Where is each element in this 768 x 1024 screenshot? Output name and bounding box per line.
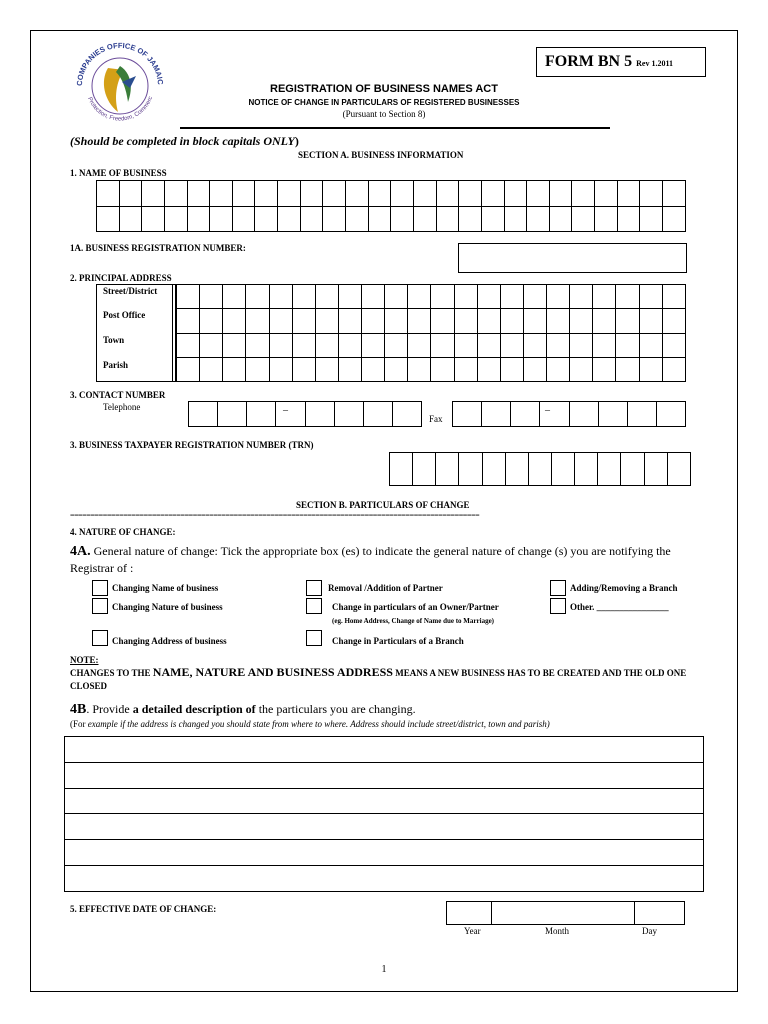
option-branch-particulars-label: Change in Particulars of a Branch [332, 636, 464, 646]
checkbox-change-nature[interactable] [92, 598, 108, 614]
effective-date-year-label: Year [464, 926, 481, 936]
instruction-emph: ONLY [263, 134, 295, 148]
option-removal-partner-label: Removal /Addition of Partner [328, 583, 443, 593]
principal-address-label: 2. PRINCIPAL ADDRESS [70, 273, 172, 283]
address-label-inner-line [172, 284, 173, 382]
section-a-heading: SECTION A. BUSINESS INFORMATION [298, 150, 464, 160]
question-4b-example [70, 719, 550, 729]
form-title: REGISTRATION OF BUSINESS NAMES ACT [270, 83, 498, 95]
trn-label: 3. BUSINESS TAXPAYER REGISTRATION NUMBER (TRN) [70, 440, 314, 450]
header-rule [180, 127, 610, 129]
option-change-nature-label: Changing Nature of business [112, 602, 223, 612]
checkbox-change-name[interactable] [92, 580, 108, 596]
form-subtitle: NOTICE OF CHANGE IN PARTICULARS OF REGISTERED BUSINESSES [248, 98, 520, 107]
registration-number-label: 1A. BUSINESS REGISTRATION NUMBER: [70, 243, 246, 253]
logo-motto-text: Protection, Freedom, Commerc [86, 95, 155, 123]
page-number: 1 [381, 964, 387, 975]
effective-date-day-label: Day [642, 926, 657, 936]
effective-date-year[interactable] [446, 901, 492, 925]
telephone-grid[interactable] [188, 401, 422, 427]
checkbox-other[interactable] [550, 598, 566, 614]
checkbox-branch-add[interactable] [550, 580, 566, 596]
question-4a-number: 4A. [70, 544, 91, 559]
trn-grid[interactable] [389, 452, 691, 486]
name-of-business-label: 1. NAME OF BUSINESS [70, 168, 167, 178]
option-change-address-label: Changing Address of business [112, 636, 227, 646]
effective-date-label: 5. EFFECTIVE DATE OF CHANGE: [70, 904, 217, 914]
form-code-label: FORM BN 5 [545, 53, 633, 70]
form-code [545, 53, 673, 71]
question-4a-text: General nature of change: Tick the appropriate box (es) to indicate the general nature of change (s) you are notifying the Registrar of : [70, 544, 671, 575]
question-4b-example-text: example if the address is changed you should state from where to where. Address should include street/district, town and parish) [87, 719, 550, 729]
address-row-town: Town [103, 335, 125, 345]
note-part2: NAME, NATURE AND BUSINESS ADDRESS [152, 665, 393, 679]
question-4b-bold: a detailed description of [132, 702, 256, 716]
effective-date-day[interactable] [634, 901, 685, 925]
registration-number-input[interactable] [458, 243, 687, 273]
checkbox-removal-partner[interactable] [306, 580, 322, 596]
address-row-street: Street/District [103, 286, 158, 296]
principal-address-grid[interactable] [176, 284, 686, 382]
option-branch-add-label: Adding/Removing a Branch [570, 583, 678, 593]
option-owner-particulars-label: Change in particulars of an Owner/Partner [332, 602, 499, 612]
fax-dash: – [545, 405, 550, 416]
address-row-post-office: Post Office [103, 310, 146, 320]
nature-of-change-label: 4. NATURE OF CHANGE: [70, 527, 176, 537]
form-pursuant: (Pursuant to Section 8) [342, 109, 426, 119]
question-4a [70, 543, 710, 576]
change-description-grid[interactable] [64, 736, 704, 892]
note-part3: MEANS A NEW BUSINESS HAS TO BE CREATED AND THE OLD ONE CLOSED [70, 668, 687, 691]
question-4b-part1: . Provide [86, 702, 133, 716]
section-b-separator: ==================================================================================================== [70, 511, 480, 520]
option-change-name-label: Changing Name of business [112, 583, 219, 593]
telephone-label: Telephone [103, 402, 141, 412]
checkbox-owner-particulars[interactable] [306, 598, 322, 614]
section-b-heading: SECTION B. PARTICULARS OF CHANGE [296, 500, 470, 510]
option-owner-note: (eg. Home Address, Change of Name due to Marriage) [332, 617, 495, 625]
logo-arc-text: COMPANIES OFFICE OF JAMAIC [74, 40, 166, 87]
fax-label: Fax [429, 414, 443, 424]
note-text [70, 666, 715, 693]
name-of-business-grid[interactable] [96, 180, 686, 232]
note-part1: CHANGES TO THE [70, 668, 153, 678]
address-row-parish: Parish [103, 360, 129, 370]
contact-number-label: 3. CONTACT NUMBER [70, 390, 166, 400]
question-4b-example-prefix: (For [70, 719, 88, 729]
checkbox-branch-particulars[interactable] [306, 630, 322, 646]
instruction-suffix: ) [294, 134, 299, 148]
effective-date-month[interactable] [491, 901, 635, 925]
instruction-prefix: (Should be completed in block capitals [70, 134, 264, 148]
telephone-dash: – [283, 405, 288, 416]
companies-office-logo [70, 36, 170, 126]
question-4b-part2: the particulars you are changing. [255, 702, 416, 716]
fax-grid[interactable] [452, 401, 686, 427]
form-rev: Rev 1.2011 [636, 59, 673, 68]
option-other-label: Other. ________________ [570, 602, 669, 612]
question-4b-number: 4B [70, 702, 87, 717]
note-label: NOTE: [70, 655, 99, 665]
effective-date-month-label: Month [545, 926, 570, 936]
block-capitals-instruction [70, 134, 299, 149]
question-4b [70, 702, 416, 718]
checkbox-change-address[interactable] [92, 630, 108, 646]
